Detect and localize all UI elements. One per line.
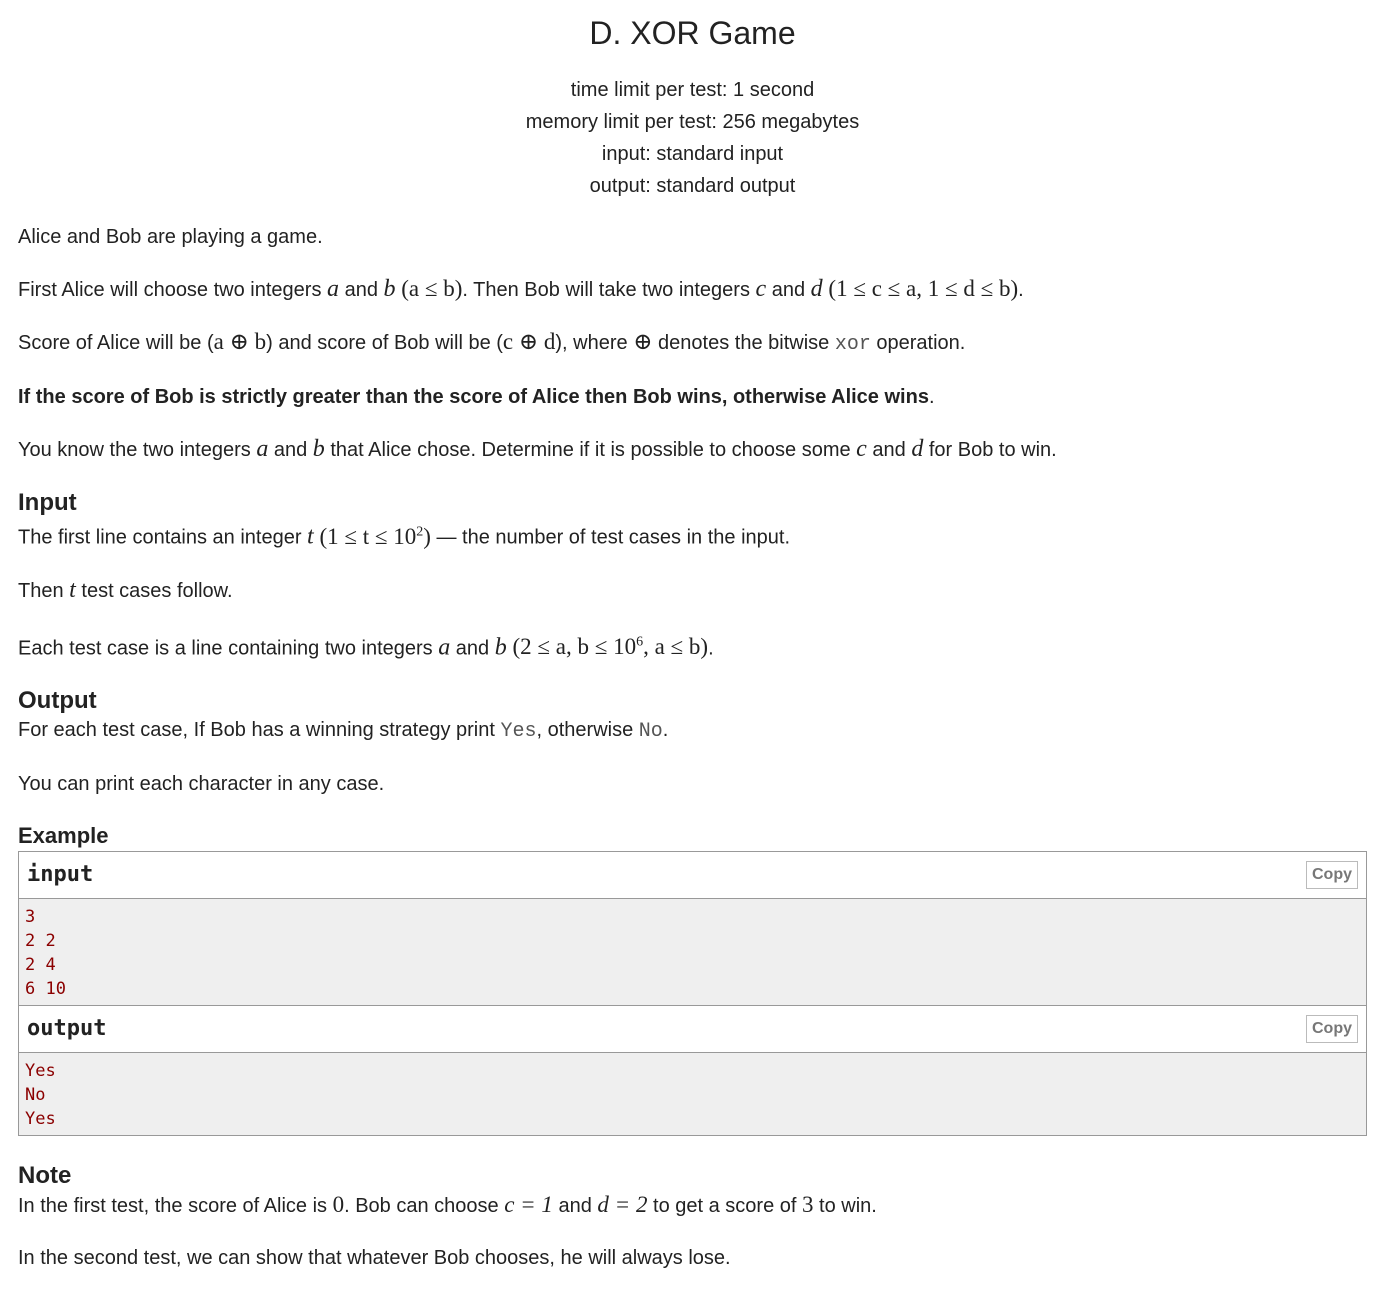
math-condition: (1 ≤ c ≤ a, 1 ≤ d ≤ b) — [822, 276, 1019, 301]
math-c-eq: c = 1 — [504, 1192, 553, 1218]
sample-output-line: Yes — [25, 1061, 56, 1082]
statement-paragraph-3: Score of Alice will be (a ⊕ b) and score of Bob will be (c ⊕ d), where ⊕ denotes the bitwise xor operation. — [18, 329, 966, 356]
input-paragraph-3: Each test case is a line containing two integers a and b (2 ≤ a, $b \le 10^6$, a ≤ b). — [18, 634, 714, 661]
math-three: 3 — [801, 1192, 814, 1218]
note-paragraph-1: In the first test, the score of Alice is 0. Bob can choose c = 1 and d = 2 to get a score of 3 to win. — [18, 1192, 877, 1218]
math-zero: 0 — [332, 1192, 345, 1218]
example-section — [18, 823, 1367, 1136]
var-t: t — [307, 523, 314, 550]
input-section — [18, 489, 1367, 661]
var-b: b — [494, 634, 507, 661]
statement-paragraph-4: If the score of Bob is strictly greater than the score of Alice then Bob wins, otherwise Alice wins. — [18, 386, 935, 408]
sample-output-label: output — [27, 1016, 107, 1042]
sample-input-content[interactable] — [19, 899, 1366, 1006]
math-condition: $(1 \le t \le 10^2)$ — [313, 523, 431, 549]
sample-output-content[interactable] — [19, 1053, 1366, 1135]
note-title: Note — [18, 1162, 72, 1190]
note-section — [18, 1162, 1367, 1271]
example-title: Example — [18, 823, 109, 849]
win-condition: If the score of Bob is strictly greater than the score of Alice then Bob wins, otherwise Alice wins — [18, 386, 929, 408]
sample-input-line: 2 4 — [25, 955, 56, 976]
input-paragraph-2: Then t test cases follow. — [18, 576, 233, 603]
input-section-title: Input — [18, 489, 77, 516]
copy-output-button[interactable]: Copy — [1306, 1015, 1358, 1043]
statement-paragraph-5: You know the two integers a and b that Alice chose. Determine if it is possible to choose some c and d for Bob to win. — [18, 436, 1057, 462]
note-paragraph-2: In the second test, we can show that whatever Bob chooses, he will always lose. — [18, 1247, 731, 1270]
var-a: a — [256, 436, 269, 462]
xor-keyword: xor — [834, 333, 871, 356]
var-t: t — [69, 576, 76, 603]
sample-input-line: 3 — [25, 907, 36, 928]
sample-input-label: input — [27, 862, 94, 888]
sample-input-line: 6 10 — [25, 979, 66, 1000]
math-d-eq: d = 2 — [597, 1192, 648, 1218]
time-limit: time limit per test: 1 second — [570, 79, 815, 101]
sample-test — [18, 851, 1367, 1136]
var-b: b — [312, 436, 325, 462]
input-paragraph-1: The first line contains an integer t $(1 \le t \le 10^2)$ — the number of test cases in the input. — [18, 523, 791, 550]
output-spec: output: standard output — [589, 175, 796, 197]
sample-input-line: 2 2 — [25, 931, 56, 952]
sample-output-line: No — [25, 1085, 46, 1106]
sample-output-header — [19, 1006, 1366, 1053]
var-a: a — [327, 276, 340, 302]
yes-keyword: Yes — [500, 720, 537, 744]
math-condition: (2 ≤ a, $b \le 10^6$, a ≤ b) — [506, 634, 709, 660]
memory-limit: memory limit per test: 256 megabytes — [525, 111, 860, 133]
statement-paragraph-1: Alice and Bob are playing a game. — [18, 226, 323, 248]
output-paragraph-2: You can print each character in any case. — [18, 773, 385, 796]
math-expr-bob: c ⊕ d — [502, 329, 556, 354]
sample-input-header — [19, 852, 1366, 899]
copy-input-button[interactable]: Copy — [1306, 861, 1358, 889]
problem-header — [18, 0, 1367, 202]
input-spec: input: standard input — [601, 143, 784, 165]
var-a: a — [438, 634, 451, 661]
output-section — [18, 687, 1367, 797]
no-keyword: No — [638, 720, 663, 744]
statement-paragraph-2: First Alice will choose two integers a and b (a ≤ b). Then Bob will take two integers c and d (1 ≤ c ≤ a, 1 ≤ d ≤ b). — [18, 276, 1024, 302]
var-b: b — [383, 276, 396, 302]
xor-symbol: ⊕ — [633, 329, 653, 354]
math-condition: (a ≤ b) — [395, 276, 463, 301]
output-section-title: Output — [18, 687, 97, 715]
problem-statement — [18, 224, 1367, 463]
problem-title: D. XOR Game — [589, 15, 796, 51]
math-expr-alice: a ⊕ b — [213, 329, 267, 354]
var-d: d — [911, 436, 924, 462]
var-c: c — [856, 436, 867, 462]
var-c: c — [755, 276, 767, 302]
output-paragraph-1: For each test case, If Bob has a winning strategy print Yes, otherwise No. — [18, 719, 669, 744]
sample-output-line: Yes — [25, 1109, 56, 1130]
var-d: d — [810, 276, 823, 302]
